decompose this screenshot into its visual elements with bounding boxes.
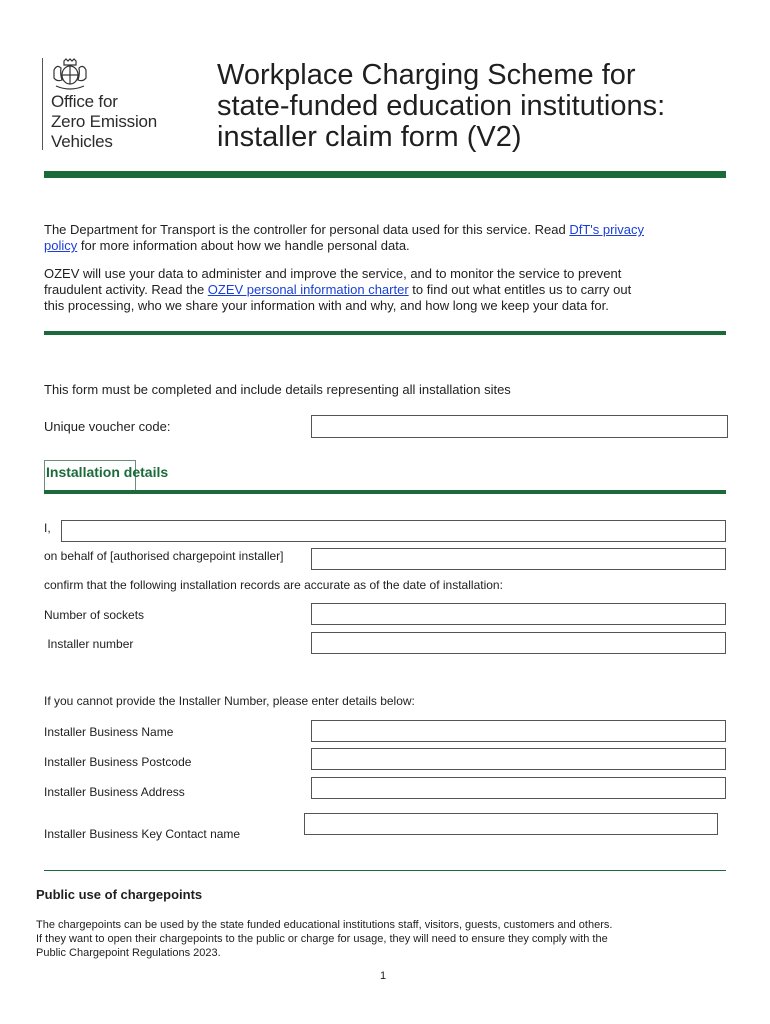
installer-number-input[interactable]	[311, 632, 726, 654]
voucher-label: Unique voucher code:	[44, 419, 171, 434]
installer-name-input[interactable]	[61, 520, 726, 542]
on-behalf-label: on behalf of [authorised chargepoint installer]	[44, 549, 284, 563]
privacy-divider	[44, 331, 726, 335]
public-use-line-1: The chargepoints can be used by the state funded educational institutions staff, visitors, guests, customers and others.	[36, 919, 613, 931]
business-address-input[interactable]	[311, 777, 726, 799]
i-label: I,	[44, 521, 51, 535]
page-title-line-2: state-funded education institutions:	[217, 90, 666, 122]
ozev-paragraph-line-1: OZEV will use your data to administer and improve the service, and to monitor the service to prevent	[44, 266, 622, 281]
cannot-provide-text: If you cannot provide the Installer Number, please enter details below:	[44, 694, 415, 708]
section-title: Installation details	[46, 464, 169, 480]
royal-crest-icon	[50, 58, 90, 90]
ozev-text-cont: to find out what entitles us to carry out	[408, 282, 632, 297]
installer-number-label: Installer number	[44, 637, 134, 651]
page-number: 1	[380, 970, 387, 982]
dft-privacy-policy-link[interactable]: DfT's privacy	[569, 222, 645, 237]
dft-privacy-policy-link-cont[interactable]: policy	[44, 238, 78, 253]
ozev-paragraph-line-3: this processing, who we share your information with and why, and how long we keep your data for.	[44, 298, 609, 313]
business-address-label: Installer Business Address	[44, 785, 185, 799]
business-name-label: Installer Business Name	[44, 725, 174, 739]
logo-text-line-3: Vehicles	[51, 132, 113, 151]
privacy-paragraph-line-2	[44, 238, 410, 254]
business-contact-input[interactable]	[304, 813, 718, 835]
number-of-sockets-input[interactable]	[311, 603, 726, 625]
ozev-paragraph-line-2	[44, 282, 631, 298]
public-use-line-2: If they want to open their chargepoints to the public or charge for usage, they will need to ensure they comply with the	[36, 933, 608, 945]
form-intro: This form must be completed and include details representing all installation sites	[44, 382, 511, 397]
form-bottom-divider	[44, 870, 726, 871]
business-postcode-input[interactable]	[311, 748, 726, 770]
logo-text-line-2: Zero Emission	[51, 112, 158, 131]
confirm-text: confirm that the following installation records are accurate as of the date of installation:	[44, 578, 503, 592]
ozev-text: fraudulent activity. Read the	[44, 282, 208, 297]
page-title-line-1: Workplace Charging Scheme for	[217, 59, 636, 91]
sockets-label: Number of sockets	[44, 608, 145, 622]
section-divider	[44, 490, 726, 494]
business-name-input[interactable]	[311, 720, 726, 742]
public-use-heading: Public use of chargepoints	[36, 887, 203, 902]
logo-text-line-1: Office for	[51, 92, 118, 111]
page-title-line-3: installer claim form (V2)	[217, 121, 522, 153]
ozev-charter-link[interactable]: OZEV personal information charter	[207, 282, 409, 297]
privacy-text-cont: for more information about how we handle personal data.	[77, 238, 410, 253]
business-postcode-label: Installer Business Postcode	[44, 755, 192, 769]
header-divider	[44, 171, 726, 178]
chargepoint-installer-input[interactable]	[311, 548, 726, 570]
logo-divider	[42, 58, 43, 150]
privacy-paragraph-line-1	[44, 222, 644, 238]
privacy-text: The Department for Transport is the controller for personal data used for this service. Read	[44, 222, 570, 237]
business-contact-label: Installer Business Key Contact name	[44, 827, 241, 841]
public-use-line-3: Public Chargepoint Regulations 2023.	[36, 947, 221, 959]
voucher-code-input[interactable]	[311, 415, 728, 438]
